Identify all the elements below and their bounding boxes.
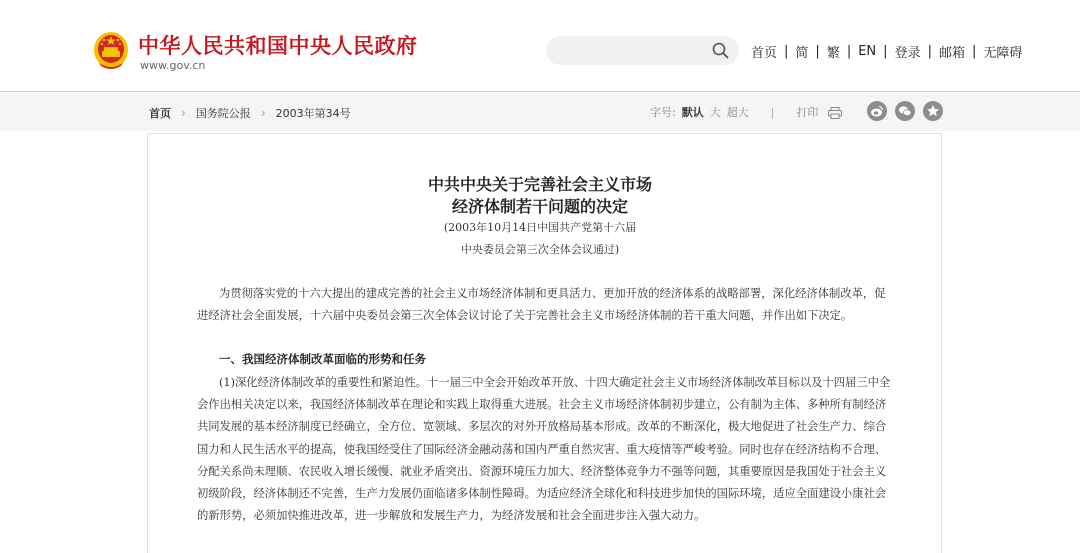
breadcrumb-home[interactable]: 首页 <box>149 107 171 120</box>
link-home[interactable]: 首页 <box>751 46 778 61</box>
link-accessibility[interactable]: 无障碍 <box>983 46 1023 61</box>
top-links <box>746 42 1027 61</box>
link-simplified[interactable]: 简 <box>795 46 809 61</box>
font-large-option[interactable]: 大 <box>709 106 721 119</box>
divider: | <box>846 44 852 59</box>
site-header <box>0 0 1080 92</box>
printer-icon <box>828 107 842 119</box>
divider: | <box>815 44 820 59</box>
article-subtitle-line2: 中央委员会第三次全体会议通过) <box>460 243 620 256</box>
weibo-share-button[interactable] <box>867 101 887 121</box>
font-default-option[interactable]: 默认 <box>681 106 704 119</box>
weibo-icon <box>870 104 884 118</box>
section-heading: 一、我国经济体制改革面临的形势和任务 <box>219 352 426 366</box>
article-subtitle-line1: (2003年10月14日中国共产党第十六届 <box>443 221 637 234</box>
search-icon[interactable] <box>712 42 729 59</box>
divider: | <box>971 44 977 59</box>
link-login[interactable]: 登录 <box>894 46 921 61</box>
breadcrumb-issue[interactable]: 2003年第34号 <box>275 107 351 120</box>
site-url: www.gov.cn <box>140 59 206 72</box>
link-traditional[interactable]: 繁 <box>826 46 840 61</box>
article-title-line2: 经济体制若干问题的决定 <box>451 197 628 216</box>
body-paragraph: (1)深化经济体制改革的重要性和紧迫性。十一届三中全会开始改革开放、十四大确定社会主义市场经济体制改革目标以及十四届三中全会作出相关决定以来，我国经济体制改革在理论和实践上取得重大进展。社会主义市场经济体制初步建立，公有制为主体、多种所有制经济共同发展的基本经济制度已经确立，全方位、宽领域、多层次的对外开放格局基本形成。改革的不断深化，极大地促进了社会生产力、综合国力和人民生活水平的提高，使我国经受住了国际经济金融动荡和国内严重自然灾害、重大疫情等严峻考验。同时也存在经济结构不合理、分配关系尚未理顺、农民收入增长缓慢、就业矛盾突出、资源环境压力加大、经济整体竞争力不强等问题，其重要原因是我国处于社会主义初级阶段，经济体制还不完善，生产力发展仍面临诸多体制性障碍。为适应经济全球化和科技进步加快的国际环境，适应全面建设小康社会的新形势，必须加快推进改革，进一步解放和发展生产力，为经济发展和社会全面进步注入强大动力。 <box>197 376 891 523</box>
national-emblem-icon[interactable] <box>93 30 129 70</box>
divider: | <box>770 105 775 119</box>
breadcrumb-gazette[interactable]: 国务院公报 <box>195 107 251 120</box>
wechat-icon <box>898 104 912 118</box>
search-input[interactable] <box>546 36 739 65</box>
divider: | <box>927 44 932 59</box>
article-tools <box>650 104 842 120</box>
favorite-button[interactable] <box>923 101 943 121</box>
divider: | <box>784 44 789 59</box>
wechat-share-button[interactable] <box>895 101 915 121</box>
chevron-right-icon: › <box>260 106 266 120</box>
link-mail[interactable]: 邮箱 <box>938 46 965 61</box>
sub-bar <box>0 93 1080 131</box>
intro-paragraph: 为贯彻落实党的十六大提出的建成完善的社会主义市场经济体制和更具活力、更加开放的经济体系的战略部署，深化经济体制改革，促进经济社会全面发展，十六届中央委员会第三次全体会议讨论了关于完善社会主义市场经济体制的若干重大问题，并作出如下决定。 <box>197 287 886 323</box>
print-label: 打印 <box>796 106 819 119</box>
chevron-right-icon: › <box>181 106 186 120</box>
font-size-label: 字号: <box>650 106 676 119</box>
breadcrumb <box>149 105 351 121</box>
font-xlarge-option[interactable]: 超大 <box>726 106 749 119</box>
article-title-line1: 中共中央关于完善社会主义市场 <box>427 175 652 194</box>
site-name[interactable]: 中华人民共和国中央人民政府 <box>138 34 418 58</box>
link-english[interactable]: EN <box>858 44 877 59</box>
star-icon <box>926 104 940 118</box>
print-button[interactable] <box>796 104 842 120</box>
divider: | <box>883 44 888 59</box>
